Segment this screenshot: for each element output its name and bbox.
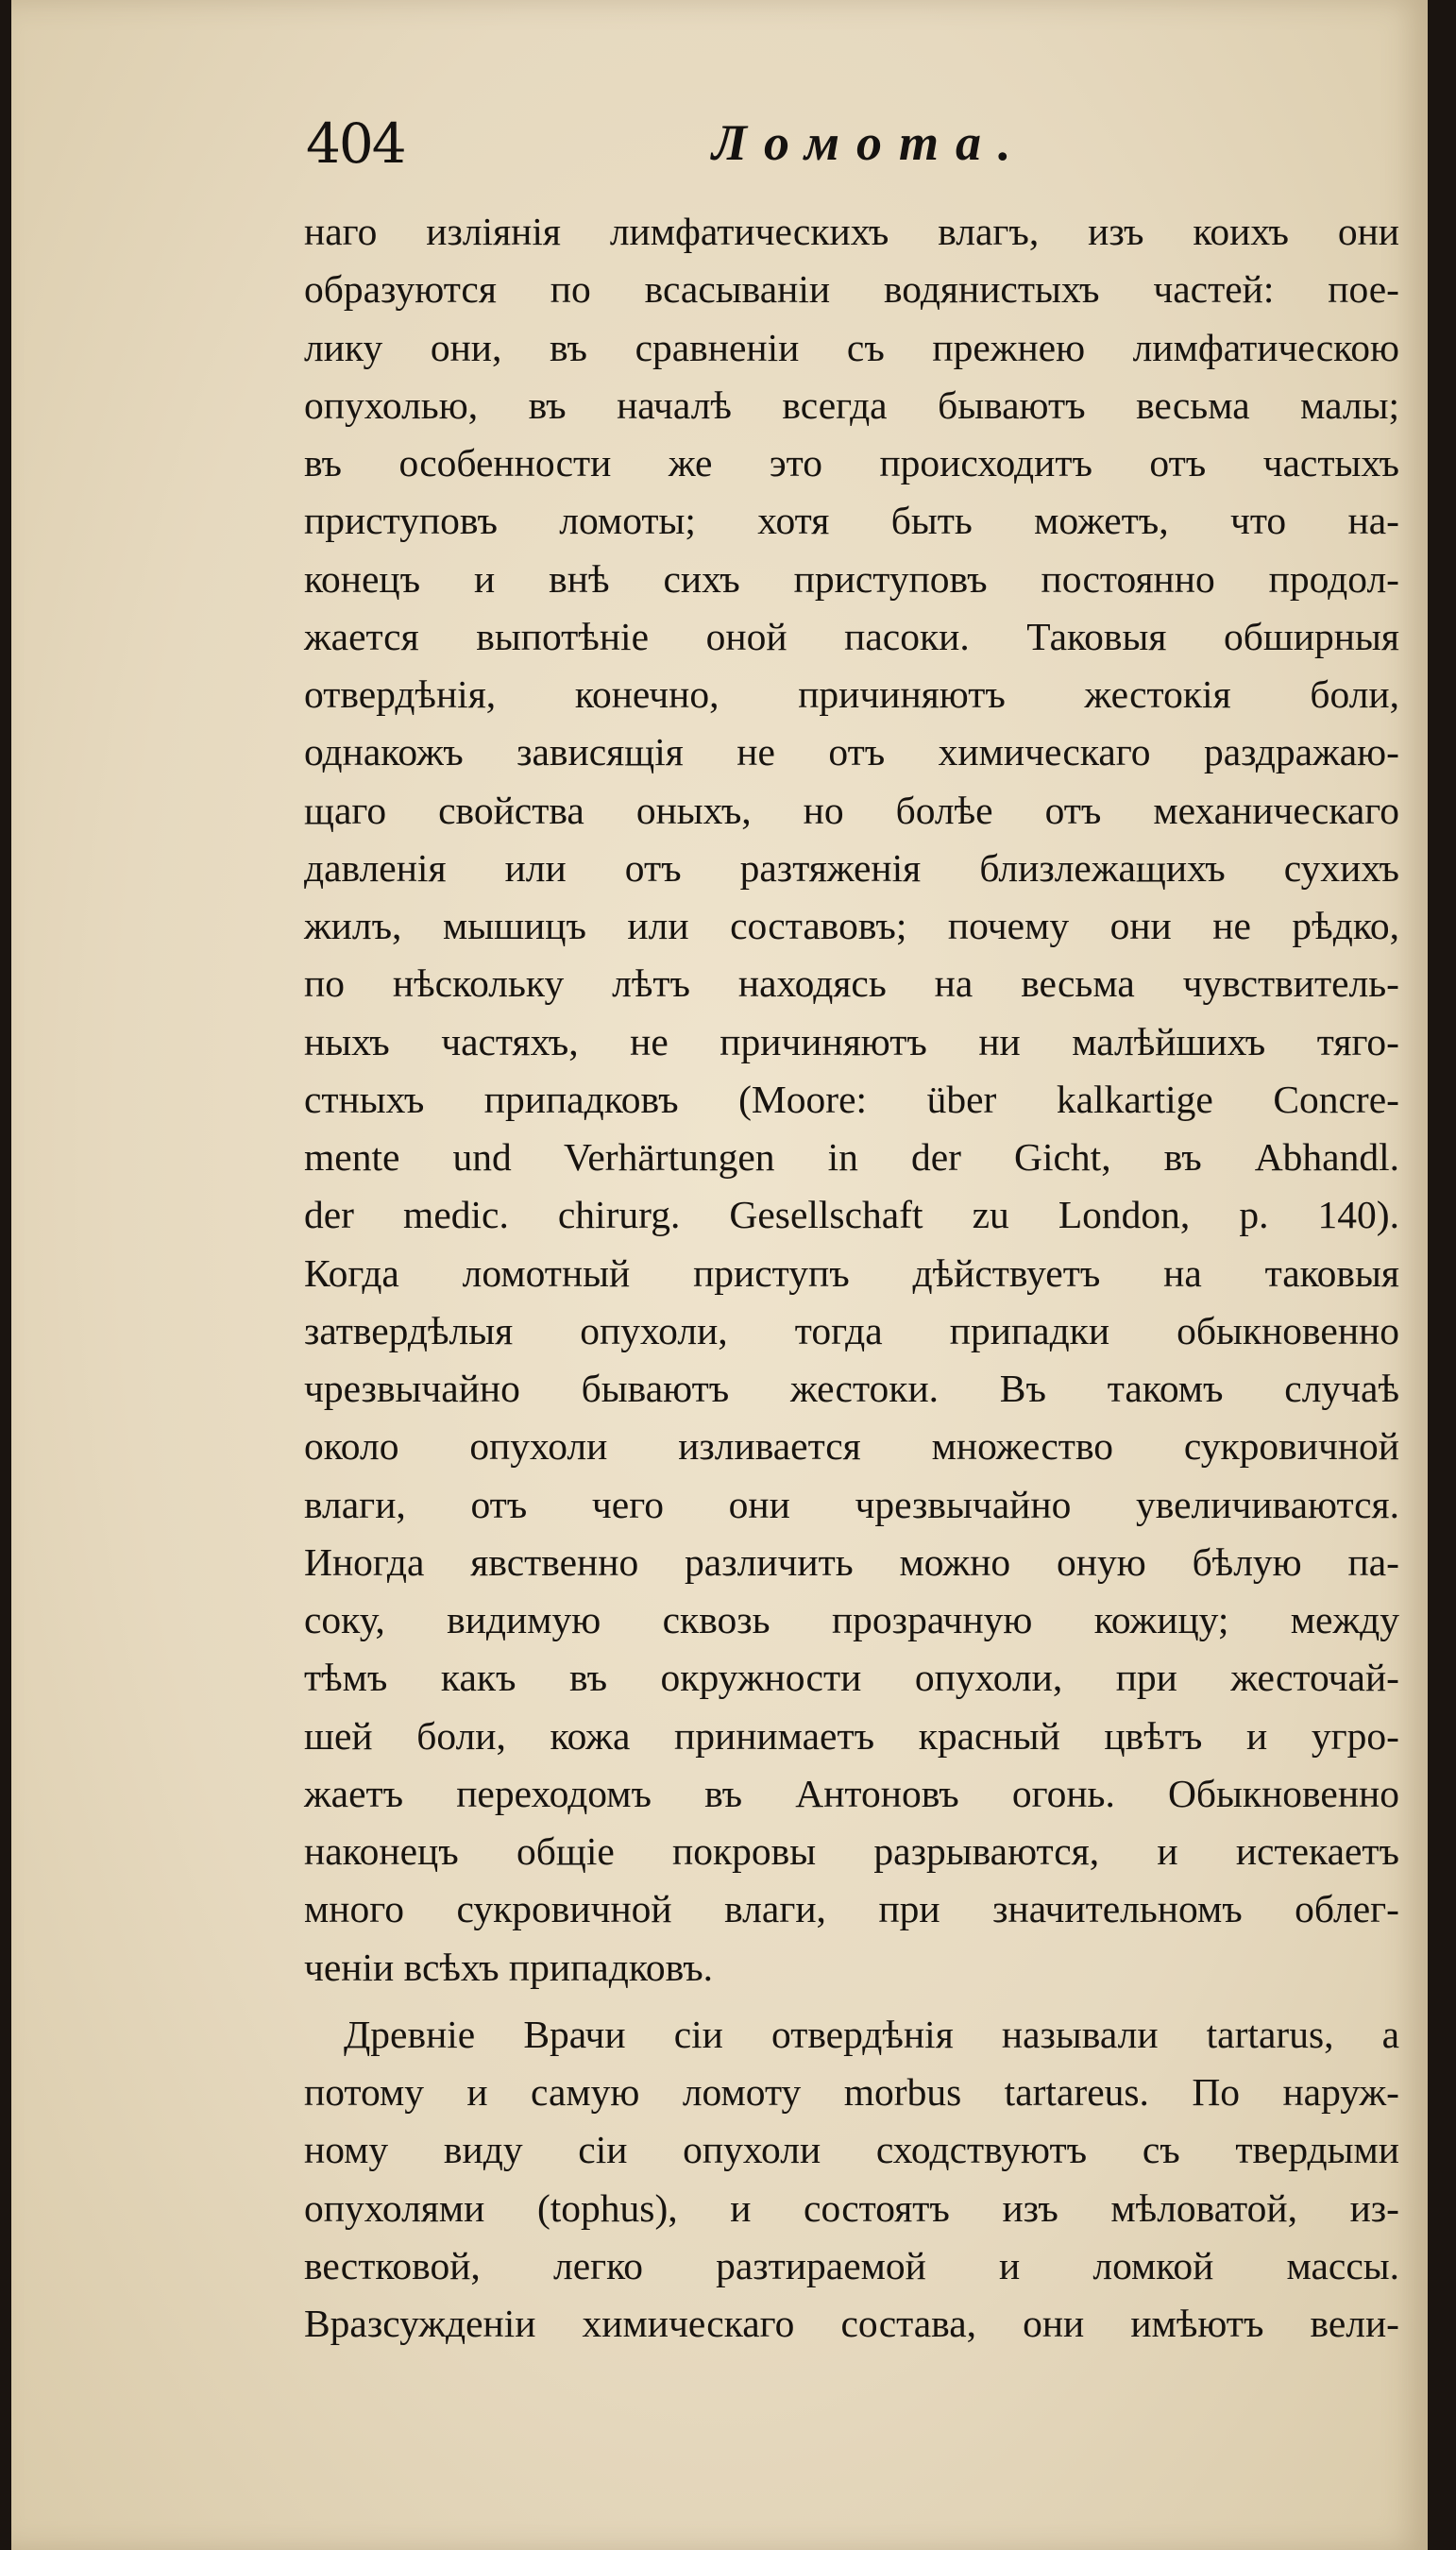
text-line: der medic. chirurg. Gesellschaft zu London, p. 140). <box>304 1193 1399 1237</box>
text-line: чрезвычайно бываютъ жестоки. Въ такомъ случаѣ <box>304 1367 1399 1410</box>
text-line: опухолью, въ началѣ всегда бываютъ весьма малы; <box>304 382 1399 427</box>
text-line: ныхъ частяхъ, не причиняютъ ни малѣйшихъ тяго- <box>304 1019 1399 1063</box>
text-line: лику они, въ сравненiи съ прежнею лимфатическою <box>304 325 1399 369</box>
text-line: шей боли, кожа принимаетъ красный цвѣтъ и угро- <box>304 1713 1399 1758</box>
text-line: приступовъ ломоты; хотя быть можетъ, что на- <box>304 499 1399 543</box>
text-line: тѣмъ какъ въ окружности опухоли, при жесточай- <box>304 1656 1399 1700</box>
text-line: вестковой, легко разтираемой и ломкой массы. <box>304 2243 1399 2287</box>
page-header <box>306 111 1042 196</box>
text-line: въ особенности же это происходитъ отъ частыхъ <box>304 441 1399 484</box>
text-line: влаги, отъ чего они чрезвычайно увеличиваются. <box>304 1482 1399 1526</box>
text-line: затвердѣлыя опухоли, тогда припадки обыкновенно <box>304 1308 1399 1352</box>
text-line: жается выпотѣнiе оной пасоки. Таковыя обширныя <box>304 614 1399 658</box>
text-line: по нѣскольку лѣтъ находясь на весьма чувствитель- <box>304 961 1399 1006</box>
text-line: однакожъ зависящiя не отъ химическаго раздражаю- <box>304 730 1399 774</box>
text-line: ченiи всѣхъ припадковъ. <box>304 1945 714 1989</box>
text-line: много сукровичной влаги, при значительномъ облег- <box>304 1887 1399 1931</box>
text-line: Древнiе Врачи сiи отвердѣнiя называли tartarus, а <box>344 2012 1399 2056</box>
page-number: 404 <box>306 111 405 176</box>
text-line: жилъ, мышицъ или составовъ; почему они не рѣдко, <box>304 904 1399 947</box>
text-line: наконецъ общiе покровы разрываются, и истекаетъ <box>304 1829 1399 1873</box>
text-line: Иногда явственно различить можно оную бѣлую па- <box>304 1539 1399 1584</box>
text-line: наго излiянiя лимфатическихъ влагъ, изъ коихъ они <box>304 210 1399 253</box>
text-line: около опухоли изливается множество сукровичной <box>304 1424 1399 1469</box>
text-line: конецъ и внѣ сихъ приступовъ постоянно продол- <box>304 556 1399 601</box>
text-line: опухолями (tophus), и состоятъ изъ мѣловатой, из- <box>304 2185 1399 2230</box>
text-line: давленiя или отъ разтяженiя близлежащихъ сухихъ <box>304 845 1399 890</box>
text-line: mente und Verhärtungen in der Gicht, въ Abhandl. <box>304 1135 1399 1179</box>
text-line: щаго свойства оныхъ, но болѣе отъ механическаго <box>304 788 1399 832</box>
text-line: стныхъ припадковъ (Moore: über kalkartige Concre- <box>304 1077 1399 1121</box>
text-line: отвердѣнiя, конечно, причиняютъ жестокiя боли, <box>304 672 1399 716</box>
body-text <box>304 203 1399 2353</box>
text-line: образуются по всасыванiи водянистыхъ частей: пое- <box>304 267 1399 312</box>
text-line: ному виду сiи опухоли сходствуютъ съ твердыми <box>304 2128 1399 2172</box>
book-page <box>11 0 1428 2550</box>
text-line: соку, видимую сквозь прозрачную кожицу; между <box>304 1598 1399 1641</box>
running-title: Ломота. <box>712 114 1028 171</box>
text-line: жаетъ переходомъ въ Антоновъ огонь. Обыкновенно <box>304 1771 1399 1815</box>
text-line: Когда ломотный приступъ дѣйствуетъ на таковыя <box>304 1250 1399 1295</box>
text-line: Вразсужденiи химическаго состава, они имѣютъ вели- <box>304 2302 1399 2345</box>
text-line: потому и самую ломоту morbus tartareus. По наруж- <box>304 2070 1399 2114</box>
